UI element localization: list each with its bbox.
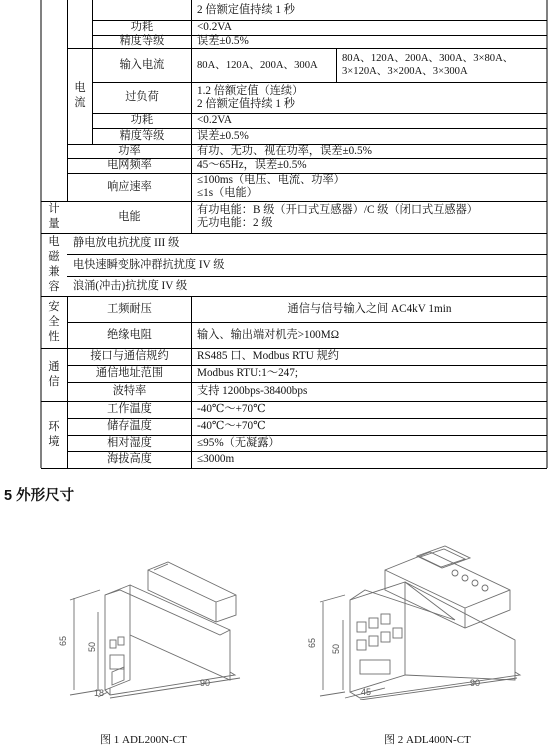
current-group-label: 电 流 [74, 82, 86, 109]
baud-rate-label: 波特率 [112, 385, 147, 397]
power-consumption-value: <0.2VA [197, 114, 233, 126]
emc-eft-row: 电快速瞬变脉冲群抗扰度 IV 级 [73, 258, 225, 271]
figure-2-caption: 图 2 ADL400N-CT [384, 734, 471, 746]
overload-value: 1.2 倍额定值（连续） 2 倍额定值持续 1 秒 [197, 84, 304, 110]
power-consumption-label: 功耗 [130, 21, 154, 33]
dim-depth-label: 45 [361, 687, 372, 697]
power-consumption-label: 功耗 [130, 114, 154, 126]
accuracy-value: 误差±0.5% [197, 129, 249, 142]
response-value: ≤100ms（电压、电流、功率） ≤1s（电能） [197, 174, 345, 199]
power-value: 有功、无功、视在功率，误差±0.5% [197, 144, 372, 157]
dim-body-label: 50 [331, 643, 341, 654]
comm-interface-label: 接口与通信规约 [90, 350, 169, 362]
comm-address-value: Modbus RTU:1～247; [197, 367, 298, 379]
withstand-voltage-label: 工频耐压 [107, 302, 152, 315]
response-label: 响应速率 [107, 180, 152, 193]
emc-esd-row: 静电放电抗扰度 III 级 [73, 237, 180, 249]
dim-width-label: 90 [200, 678, 211, 688]
accuracy-label: 精度等级 [119, 35, 165, 47]
figure-adl200n-ct [50, 540, 280, 700]
energy-value: 有功电能：B 级（开口式互感器）/C 级（闭口式互感器） 无功电能：2 级 [197, 204, 478, 229]
metering-group-label: 计 量 [48, 203, 60, 230]
input-current-single-phase: 80A、120A、200A、300A [197, 59, 318, 71]
storage-temp-value: -40℃～+70℃ [197, 420, 266, 432]
operating-temp-label: 工作温度 [107, 403, 152, 415]
input-current-label: 输入电流 [119, 58, 165, 71]
figure-1-caption: 图 1 ADL200N-CT [100, 734, 187, 746]
input-current-three-phase: 80A、120A、200A、300A、3×80A、 3×120A、3×200A、3×300A [342, 53, 514, 77]
figure-adl400n-ct [305, 540, 545, 700]
dim-body-label: 50 [87, 641, 97, 652]
dim-height-label: 65 [307, 637, 317, 648]
overload-label: 过负荷 [125, 91, 159, 103]
comm-interface-value: RS485 口、Modbus RTU 规约 [197, 350, 339, 362]
energy-label: 电能 [118, 210, 141, 223]
humidity-value: ≤95%（无凝露） [197, 436, 280, 449]
grid-frequency-label: 电网频率 [107, 159, 152, 171]
storage-temp-label: 储存温度 [107, 420, 152, 432]
safety-group-label: 安 全 性 [48, 300, 60, 343]
emc-surge-row: 浪涌(冲击)抗扰度 IV 级 [73, 279, 188, 292]
accuracy-label: 精度等级 [119, 129, 165, 142]
comm-address-label: 通信地址范围 [95, 367, 164, 379]
power-consumption-value: <0.2VA [197, 21, 233, 33]
humidity-label: 相对湿度 [107, 436, 152, 449]
operating-temp-value: -40℃～+70℃ [197, 403, 266, 415]
section-heading: 5 外形尺寸 [4, 488, 75, 504]
env-group-label: 环 境 [48, 420, 60, 448]
dim-height-label: 65 [58, 635, 68, 646]
insulation-value: 输入、输出端对机壳>100MΩ [197, 328, 340, 341]
altitude-value: ≤3000m [197, 453, 235, 465]
dim-width-label: 90 [470, 678, 481, 688]
altitude-label: 海拔高度 [107, 453, 152, 465]
overload-tail-value: 2 倍额定值持续 1 秒 [197, 3, 295, 16]
accuracy-value: 误差±0.5% [197, 35, 249, 47]
emc-group-label: 电 磁 兼 容 [48, 235, 60, 293]
insulation-label: 绝缘电阻 [107, 328, 152, 341]
baud-rate-value: 支持 1200bps-38400bps [197, 385, 308, 397]
comm-group-label: 通 信 [48, 360, 60, 388]
power-label: 功率 [118, 144, 141, 157]
withstand-voltage-value: 通信与信号输入之间 AC4kV 1min [287, 302, 452, 315]
grid-frequency-value: 45～65Hz，误差±0.5% [197, 159, 307, 171]
dim-depth-label: 18 [94, 688, 105, 698]
